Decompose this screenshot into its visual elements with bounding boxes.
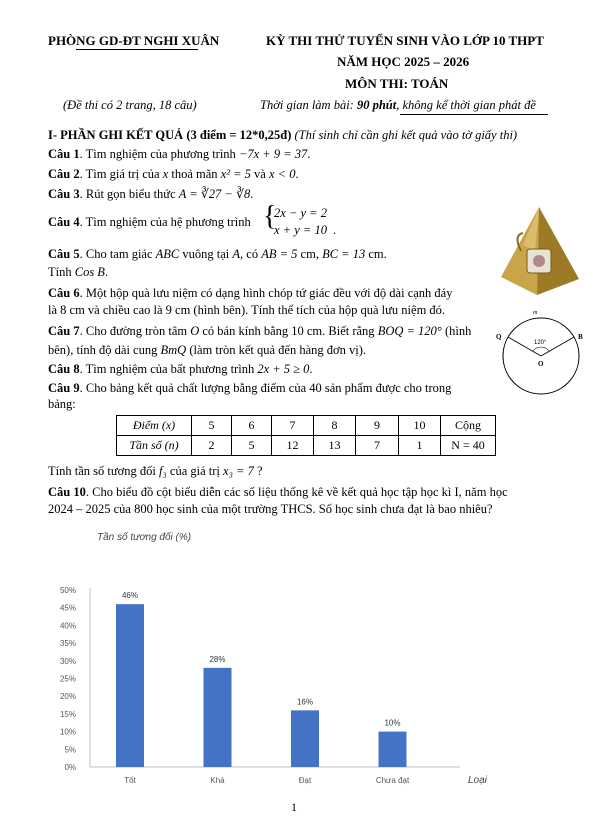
table-header-cell: Tần số (n) bbox=[117, 436, 192, 456]
bar-1 bbox=[116, 604, 144, 767]
school-year: NĂM HỌC 2025 – 2026 bbox=[337, 54, 470, 69]
time-underline bbox=[400, 114, 548, 115]
question-7-line2: bên), tính độ dài cung BmQ (làm tròn kết quả đến hàng đơn vị). bbox=[48, 343, 367, 357]
y-tick-label: 20% bbox=[59, 692, 76, 702]
question-9-ask: Tính tần số tương đối f₃ của giá trị x₃ = 7 ? bbox=[48, 464, 263, 478]
table-row bbox=[117, 436, 496, 456]
question-4: Câu 4. Tìm nghiệm của hệ phương trình bbox=[48, 215, 251, 229]
table-cell: 8 bbox=[314, 416, 356, 436]
question-2: Câu 2. Tìm giá trị của x thoả mãn x² = 5 và x < 0. bbox=[48, 167, 299, 181]
y-tick-label: 25% bbox=[59, 674, 76, 684]
table-header-cell: Điểm (x) bbox=[117, 416, 192, 436]
y-tick-label: 30% bbox=[59, 656, 76, 666]
point-b-label: B bbox=[578, 333, 583, 341]
time-note: Thời gian làm bài: 90 phút, không kể thời gian phát đề bbox=[260, 98, 536, 112]
point-o-label: O bbox=[538, 360, 544, 368]
y-tick-label: 50% bbox=[59, 586, 76, 595]
table-cell: 1 bbox=[399, 436, 441, 456]
table-cell: 13 bbox=[314, 436, 356, 456]
table-cell: 10 bbox=[399, 416, 441, 436]
angle-arc bbox=[533, 347, 549, 351]
y-tick-label: 15% bbox=[59, 709, 76, 719]
angle-label: 120° bbox=[534, 340, 547, 346]
subject: MÔN THI: TOÁN bbox=[345, 76, 449, 91]
x-axis-title: Loại bbox=[468, 775, 487, 786]
y-tick-label: 35% bbox=[59, 639, 76, 649]
table-cell: N = 40 bbox=[441, 436, 496, 456]
x-tick-label: Đạt bbox=[298, 776, 312, 785]
system-end: . bbox=[333, 223, 337, 237]
page-note: (Đề thi có 2 trang, 18 câu) bbox=[63, 98, 197, 112]
y-tick-label: 5% bbox=[64, 745, 76, 755]
question-5: Câu 5. Cho tam giác ABC vuông tại A, có AB = 5 cm, BC = 13 cm. bbox=[48, 247, 387, 261]
y-axis-title: Tần số tương đối (%) bbox=[97, 532, 192, 543]
question-6-line2: là 8 cm và chiều cao là 9 cm (hình bên). Tính thể tích của hộp quà lưu niệm đó. bbox=[48, 303, 446, 317]
question-3: Câu 3. Rút gọn biểu thức A = ∛27 − ∛8. bbox=[48, 187, 254, 201]
table-cell: 5 bbox=[232, 436, 272, 456]
data-label: 28% bbox=[209, 654, 226, 664]
table-row bbox=[117, 416, 496, 436]
point-q-label: Q bbox=[496, 333, 502, 341]
table-cell: 6 bbox=[232, 416, 272, 436]
page-number: 1 bbox=[291, 800, 297, 814]
point-m-label: m bbox=[533, 310, 538, 316]
x-tick-label: Chưa đạt bbox=[375, 776, 410, 785]
y-tick-label: 40% bbox=[59, 621, 76, 631]
table-cell: 12 bbox=[272, 436, 314, 456]
y-tick-label: 10% bbox=[59, 727, 76, 737]
y-tick-label: 45% bbox=[59, 603, 76, 613]
table-cell: 9 bbox=[356, 416, 399, 436]
question-10-line2: 2024 – 2025 của 800 học sinh của một trường THCS. Số học sinh chưa đạt là bao nhiêu? bbox=[48, 502, 493, 516]
question-9-line2: bảng: bbox=[48, 397, 76, 411]
x-tick-label: Khá bbox=[210, 776, 225, 785]
data-label: 10% bbox=[384, 718, 401, 728]
exam-title: KỲ THI THỬ TUYỂN SINH VÀO LỚP 10 THPT bbox=[266, 33, 544, 48]
table-cell: 7 bbox=[272, 416, 314, 436]
section-title: I- PHẦN GHI KẾT QUẢ (3 điểm = 12*0,25đ) (Thí sinh chỉ cần ghi kết quả vào tờ giấy thi) bbox=[48, 128, 518, 142]
y-axis-ticks bbox=[60, 586, 76, 772]
data-label: 46% bbox=[121, 591, 139, 601]
header-left-underline bbox=[76, 49, 198, 50]
bar-chart bbox=[40, 525, 510, 790]
question-7: Câu 7. Cho đường tròn tâm O có bán kính bằng 10 cm. Biết rằng BOQ = 120° (hình bbox=[48, 324, 472, 338]
question-9: Câu 9. Cho bảng kết quả chất lượng bằng điểm của 40 sản phẩm được cho trong bbox=[48, 381, 452, 395]
table-cell: 5 bbox=[192, 416, 232, 436]
question-10: Câu 10. Cho biểu đồ cột biểu diễn các số liệu thống kê về kết quả học tập học kì I, năm học bbox=[48, 485, 508, 499]
school-name: PHÒNG GD-ĐT NGHI XUÂN bbox=[48, 33, 220, 48]
question-8: Câu 8. Tìm nghiệm của bất phương trình 2x + 5 ≥ 0. bbox=[48, 362, 313, 376]
x-tick-label: Tốt bbox=[124, 776, 136, 785]
question-1: Câu 1. Tìm nghiệm của phương trình −7x + 9 = 37. bbox=[48, 147, 311, 161]
system-eq2: x + y = 10 bbox=[274, 223, 327, 237]
system-brace: { bbox=[263, 201, 277, 232]
bar-2 bbox=[204, 668, 232, 767]
bars bbox=[116, 591, 410, 785]
bar-4 bbox=[379, 732, 407, 767]
question-6: Câu 6. Một hộp quà lưu niệm có dạng hình chóp tứ giác đều với độ dài cạnh đáy bbox=[48, 286, 453, 300]
bar-3 bbox=[291, 710, 319, 767]
system-eq1: 2x − y = 2 bbox=[274, 206, 327, 220]
table-cell: Cộng bbox=[441, 416, 496, 436]
table-cell: 2 bbox=[192, 436, 232, 456]
y-tick-label: 0% bbox=[64, 763, 76, 772]
frequency-table bbox=[116, 415, 496, 456]
table-cell: 7 bbox=[356, 436, 399, 456]
pyramid-gift-box-image bbox=[493, 205, 585, 297]
circle-figure bbox=[495, 306, 587, 398]
question-5-line2: Tính Cos B. bbox=[48, 265, 109, 279]
data-label: 16% bbox=[296, 697, 314, 707]
